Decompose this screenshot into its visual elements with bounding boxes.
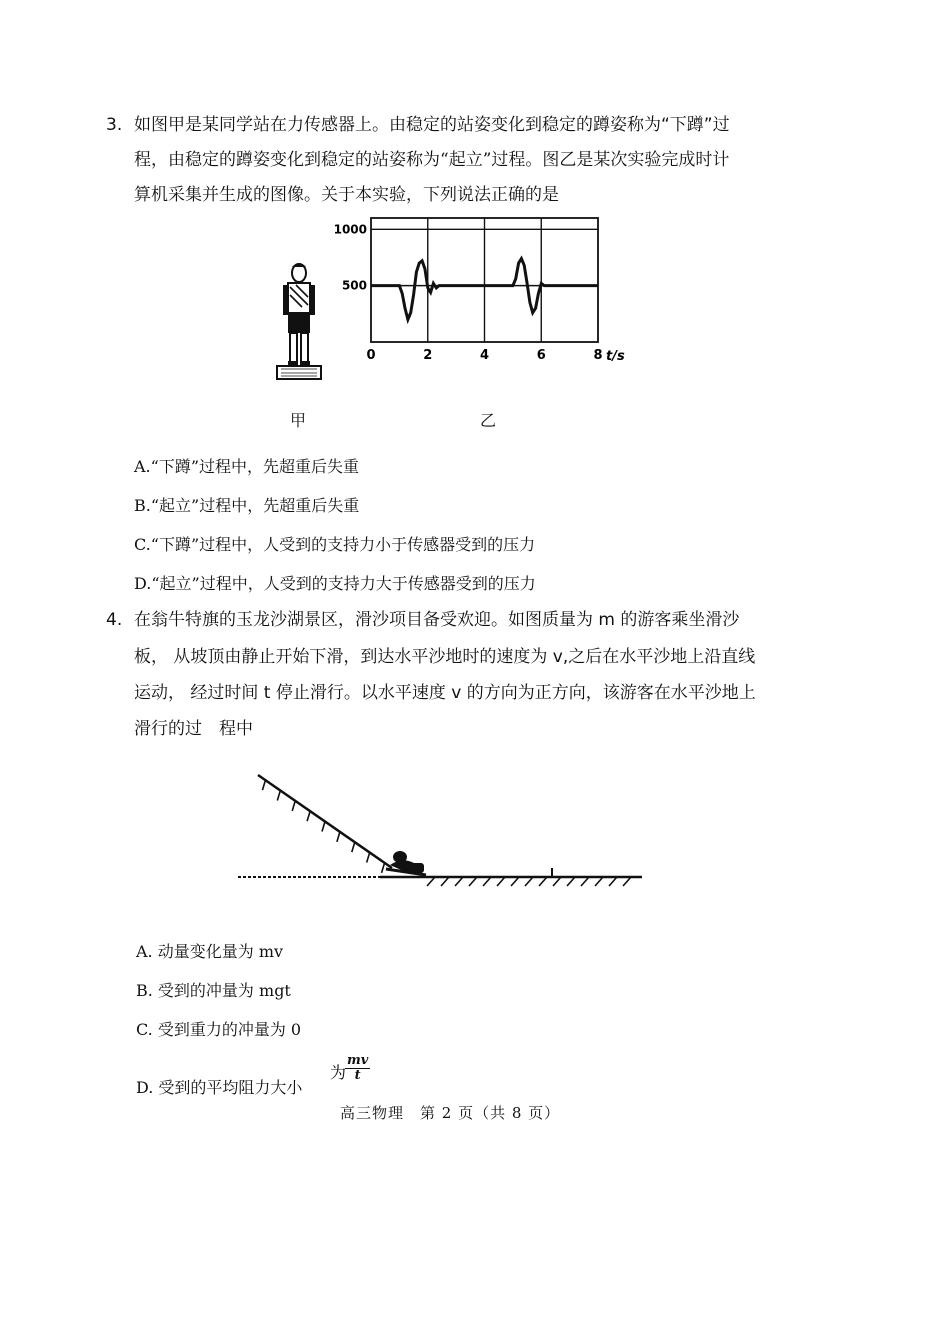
slope-hatch-mark (337, 832, 340, 842)
slope-hatch-mark (367, 853, 370, 863)
slope-hatch-mark (262, 780, 265, 790)
ground-hatch-mark (553, 877, 561, 886)
q4-option-d: D. 受到的平均阻力大小 (136, 1078, 303, 1097)
q4-stem-line4: 滑行的过 程中 (134, 719, 253, 739)
q4-stem-line3: 运动， 经过时间 t 停止滑行。以水平速度 v 的方向为正方向，该游客在水平沙地上 (134, 683, 756, 703)
sand-slope-figure (230, 765, 650, 895)
figure-label-jia: 甲 (290, 411, 307, 430)
ground-hatch-mark (539, 877, 547, 886)
ground-hatch-mark (609, 877, 617, 886)
slope-hatch-mark (307, 811, 310, 821)
q4-option-b: B. 受到的冲量为 mgt (136, 981, 291, 1000)
q3-option-a: A.“下蹲”过程中，先超重后失重 (134, 457, 360, 476)
ground-hatch-mark (455, 877, 463, 886)
q4-stem-line1: 在翁牛特旗的玉龙沙湖景区，滑沙项目备受欢迎。如图质量为 m 的游客乘坐滑沙 (134, 610, 740, 630)
ground-hatch-mark (595, 877, 603, 886)
person-on-sensor-figure (272, 255, 328, 385)
q3-number: 3. (106, 115, 123, 135)
q3-option-d: D.“起立”过程中，人受到的支持力大于传感器受到的压力 (134, 574, 536, 593)
ground-hatch-mark (511, 877, 519, 886)
q3-stem-line3: 算机采集并生成的图像。关于本实验，下列说法正确的是 (134, 185, 559, 205)
ground-hatch-mark (441, 877, 449, 886)
q4-option-d-fraction (345, 1054, 370, 1084)
q3-option-b: B.“起立”过程中，先超重后失重 (134, 496, 360, 515)
ground-hatch-mark (497, 877, 505, 886)
tourist-on-sandboard-icon (386, 851, 426, 875)
y-tick-label-1000: 1000 (333, 222, 367, 237)
q3-stem-line2: 程，由稳定的蹲姿变化到稳定的站姿称为“起立”过程。图乙是某次实验完成时计 (134, 150, 730, 170)
chart-grid (371, 218, 598, 342)
x-tick-label-4: 4 (479, 348, 490, 363)
ground-hatch-mark (581, 877, 589, 886)
q4-stem-line2: 板， 从坡顶由静止开始下滑，到达水平沙地时的速度为 v,之后在水平沙地上沿直线 (134, 647, 756, 667)
ground-hatch-mark (427, 877, 435, 886)
q4-option-d-word: 为 (330, 1063, 347, 1082)
ground-hatch-mark (483, 877, 491, 886)
slope-hatch-mark (292, 801, 295, 811)
q4-option-a: A. 动量变化量为 mv (136, 942, 284, 961)
slope-hatch-mark (277, 791, 280, 801)
x-tick-label-2: 2 (423, 348, 433, 363)
y-tick-label-500: 500 (341, 278, 367, 293)
q3-stem-line1: 如图甲是某同学站在力传感器上。由稳定的站姿变化到稳定的蹲姿称为“下蹲”过 (134, 115, 730, 135)
slope-hatch-mark (382, 863, 385, 873)
fraction-denominator: t (354, 1068, 361, 1084)
x-tick-label-0: 0 (366, 348, 376, 363)
q4-option-c: C. 受到重力的冲量为 0 (136, 1020, 302, 1039)
x-axis-label: t/s (606, 349, 625, 364)
slope-hatch-mark (352, 842, 355, 852)
x-tick-label-8: 8 (593, 348, 603, 363)
q4-number: 4. (106, 610, 123, 630)
figure-label-yi: 乙 (480, 411, 497, 430)
ground-hatch-mark (567, 877, 575, 886)
fraction-numerator: mv (347, 1053, 369, 1068)
page-footer: 高三物理 第 2 页（共 8 页） (340, 1104, 561, 1122)
q3-option-c: C.“下蹲”过程中，人受到的支持力小于传感器受到的压力 (134, 535, 536, 554)
slope-hatch-mark (322, 822, 325, 832)
ground-hatch-mark (469, 877, 477, 886)
ground-hatch-mark (623, 877, 631, 886)
force-time-chart (330, 210, 630, 370)
ground-hatch-mark (525, 877, 533, 886)
x-tick-label-6: 6 (536, 348, 546, 363)
